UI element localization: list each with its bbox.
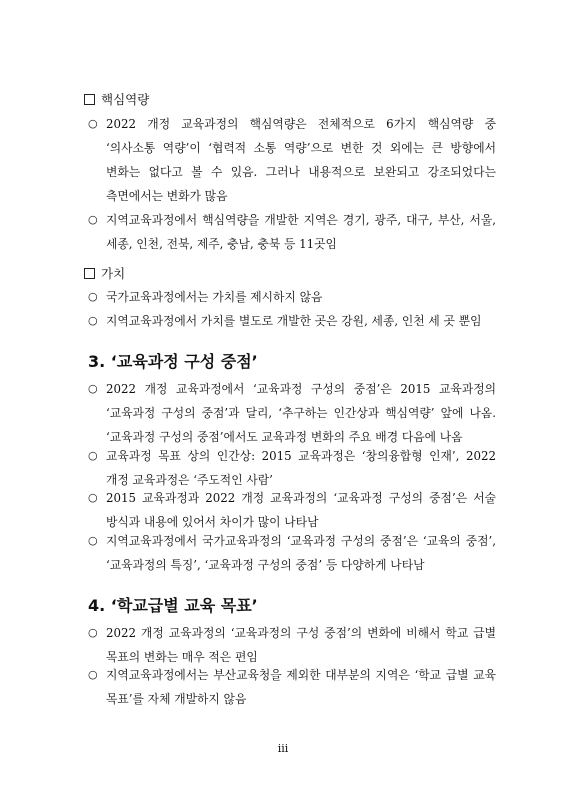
list-item: [88, 112, 496, 208]
list-item-text: 2015 교육과정과 2022 개정 교육과정의 ‘교육과정 구성의 중점’은 서술 방식과 내용에 있어서 차이가 많이 나타남: [106, 491, 496, 529]
list-item: [88, 377, 496, 449]
square-bullet-icon: [84, 268, 95, 279]
circle-bullet-icon: ○: [88, 382, 98, 395]
circle-bullet-icon: ○: [88, 668, 98, 681]
list-item-text: 2022 개정 교육과정의 ‘교육과정의 구성 중점’의 변화에 비해서 학교 급별 목표의 변화는 매우 적은 편임: [106, 626, 496, 664]
circle-bullet-icon: ○: [88, 314, 98, 327]
list-item-text: 교육과정 목표 상의 인간상: 2015 교육과정은 ‘창의융합형 인재’, 2022 개정 교육과정은 ‘주도적인 사람’: [106, 449, 496, 487]
list-item-text: 지역교육과정에서 핵심역량을 개발한 지역은 경기, 광주, 대구, 부산, 서울, 세종, 인천, 전북, 제주, 충남, 충북 등 11곳임: [106, 213, 496, 251]
circle-bullet-icon: ○: [88, 534, 98, 547]
circle-bullet-icon: ○: [88, 626, 98, 639]
list-item-text: 2022 개정 교육과정에서 ‘교육과정 구성의 중점’은 2015 교육과정의 ‘교육과정 구성의 중점’과 달리, ‘추구하는 인간상과 핵심역량’ 앞에 나옴. ‘교육과정 구성의 중점’에서도 교육과정 변화의 주요 배경 다음에 나옴: [106, 382, 496, 444]
list-item-text: 2022 개정 교육과정의 핵심역량은 전체적으로 6가지 핵심역량 중 ‘의사소통 역량’이 ‘협력적 소통 역량’으로 변한 것 외에는 큰 방향에서 변화는 없다고 볼 수 있음. 그러나 내용적으로 보완되고 강조되었다는 측면에서는 변화가 많음: [106, 117, 496, 203]
list-item: [88, 529, 496, 577]
section-4-title: 4. ‘학교급별 교육 목표’: [88, 596, 258, 615]
circle-bullet-icon: ○: [88, 449, 98, 462]
list-item-text: 국가교육과정에서는 가치를 제시하지 않음: [106, 290, 323, 304]
list-item-text: 지역교육과정에서는 부산교육청을 제외한 대부분의 지역은 ‘학교 급별 교육 목표’를 자체 개발하지 않음: [106, 668, 496, 706]
list-item: [88, 208, 496, 256]
square-bullet-icon: [84, 94, 95, 105]
list-item: [88, 285, 496, 309]
page-number: iii: [277, 742, 289, 755]
list-item-text: 지역교육과정에서 가치를 별도로 개발한 곳은 강원, 세종, 인천 세 곳 뿐임: [106, 314, 482, 328]
list-item: [88, 486, 496, 534]
circle-bullet-icon: ○: [88, 491, 98, 504]
subheading-values: [84, 266, 125, 282]
subheading-text: 가치: [101, 266, 126, 281]
section-3-title: 3. ‘교육과정 구성 중점’: [88, 352, 258, 371]
circle-bullet-icon: ○: [88, 117, 98, 130]
list-item: [88, 309, 496, 333]
subheading-competency: [84, 92, 149, 108]
list-item-text: 지역교육과정에서 국가교육과정의 ‘교육과정 구성의 중점’은 ‘교육의 중점’, ‘교육과정의 특징’, ‘교육과정 구성의 중점’ 등 다양하게 나타남: [106, 534, 496, 572]
list-item: [88, 444, 496, 492]
circle-bullet-icon: ○: [88, 213, 98, 226]
list-item: [88, 621, 496, 669]
circle-bullet-icon: ○: [88, 290, 98, 303]
list-item: [88, 663, 496, 711]
subheading-text: 핵심역량: [101, 92, 150, 107]
